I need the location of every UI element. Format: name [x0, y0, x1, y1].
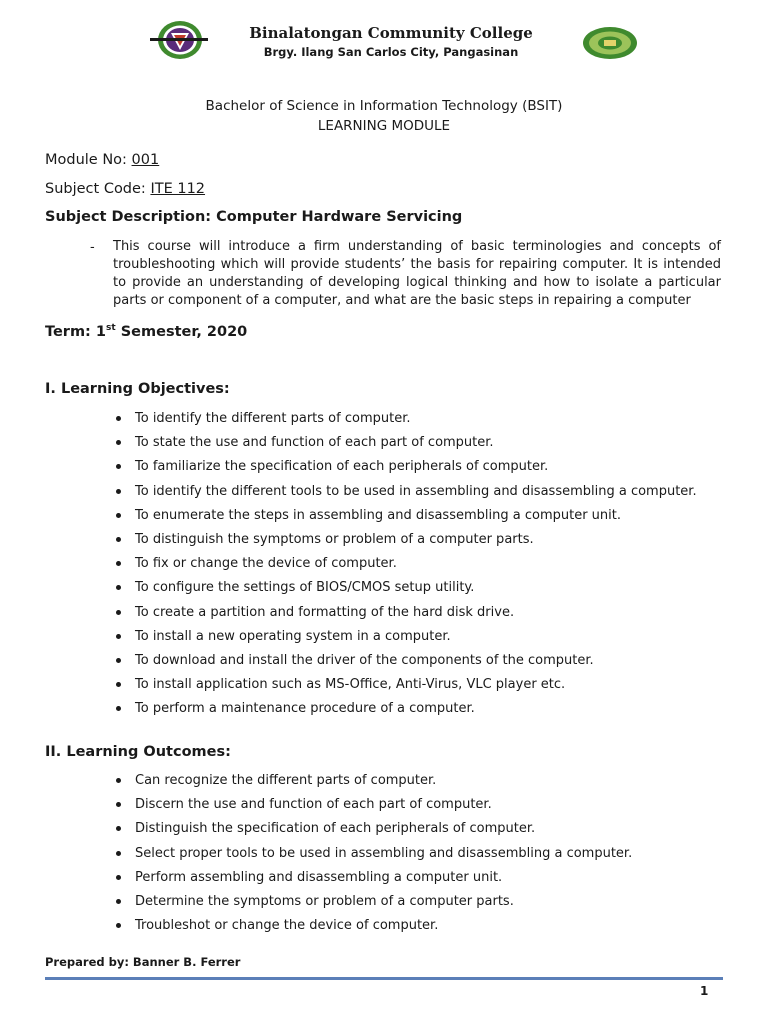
list-item: To configure the settings of BIOS/CMOS setup utility.	[113, 578, 733, 602]
subject-code-label: Subject Code:	[45, 181, 151, 197]
college-address: Brgy. Ilang San Carlos City, Pangasinan	[263, 45, 519, 59]
list-item: To familiarize the specification of each peripherals of computer.	[113, 457, 733, 481]
list-item: To identify the different parts of computer.	[113, 409, 733, 433]
list-item: To perform a maintenance procedure of a computer.	[113, 699, 733, 723]
term-suffix: st	[106, 323, 116, 333]
term	[45, 323, 247, 340]
list-item: Troubleshot or change the device of computer.	[113, 916, 733, 940]
college-name: Binalatongan Community College	[249, 24, 533, 42]
module-title: LEARNING MODULE	[317, 118, 451, 134]
subject-code-value: ITE 112	[150, 181, 206, 197]
subject-description	[45, 209, 462, 225]
page-number: 1	[700, 984, 709, 998]
list-item: To identify the different tools to be used in assembling and disassembling a computer.	[113, 482, 733, 506]
course-description: This course will introduce a firm understanding of basic terminologies and concepts of troubleshooting which will provide students’ the basis for repairing computer. It is intended to provide an understanding of developing logical thinking and how to isolate a particular parts or component of a computer, and what are the basic steps in repairing a computer	[113, 239, 721, 308]
module-no-value: 001	[131, 152, 160, 168]
term-label: Term: 1	[45, 324, 106, 340]
outcomes-list	[113, 771, 733, 940]
module-no-label: Module No:	[45, 152, 132, 168]
list-item: To install a new operating system in a computer.	[113, 627, 733, 651]
college-seal-icon	[150, 20, 208, 60]
outcomes-title: II. Learning Outcomes:	[45, 744, 231, 760]
list-item: Can recognize the different parts of computer.	[113, 771, 733, 795]
subject-description-label: Subject Description:	[45, 209, 217, 225]
list-item: To distinguish the symptoms or problem of a computer parts.	[113, 530, 733, 554]
list-item: To create a partition and formatting of the hard disk drive.	[113, 603, 733, 627]
program-title: Bachelor of Science in Information Technology (BSIT)	[205, 98, 563, 114]
list-item: To enumerate the steps in assembling and disassembling a computer unit.	[113, 506, 733, 530]
description-dash: -	[90, 240, 95, 255]
module-no	[45, 152, 159, 168]
prepared-by: Prepared by: Banner B. Ferrer	[45, 955, 241, 969]
list-item: To state the use and function of each part of computer.	[113, 433, 733, 457]
footer-divider	[45, 977, 723, 980]
city-seal-icon	[582, 26, 638, 60]
list-item: Determine the symptoms or problem of a computer parts.	[113, 892, 733, 916]
subject-code	[45, 181, 205, 197]
list-item: Discern the use and function of each part of computer.	[113, 795, 733, 819]
list-item: To download and install the driver of the components of the computer.	[113, 651, 733, 675]
term-rest: Semester, 2020	[115, 324, 248, 340]
objectives-list	[113, 409, 733, 723]
list-item: Distinguish the specification of each peripherals of computer.	[113, 819, 733, 843]
list-item: Perform assembling and disassembling a computer unit.	[113, 868, 733, 892]
list-item: Select proper tools to be used in assembling and disassembling a computer.	[113, 844, 733, 868]
objectives-title: I. Learning Objectives:	[45, 381, 230, 397]
list-item: To fix or change the device of computer.	[113, 554, 733, 578]
list-item: To install application such as MS-Office, Anti-Virus, VLC player etc.	[113, 675, 733, 699]
subject-description-value: Computer Hardware Servicing	[216, 209, 463, 225]
